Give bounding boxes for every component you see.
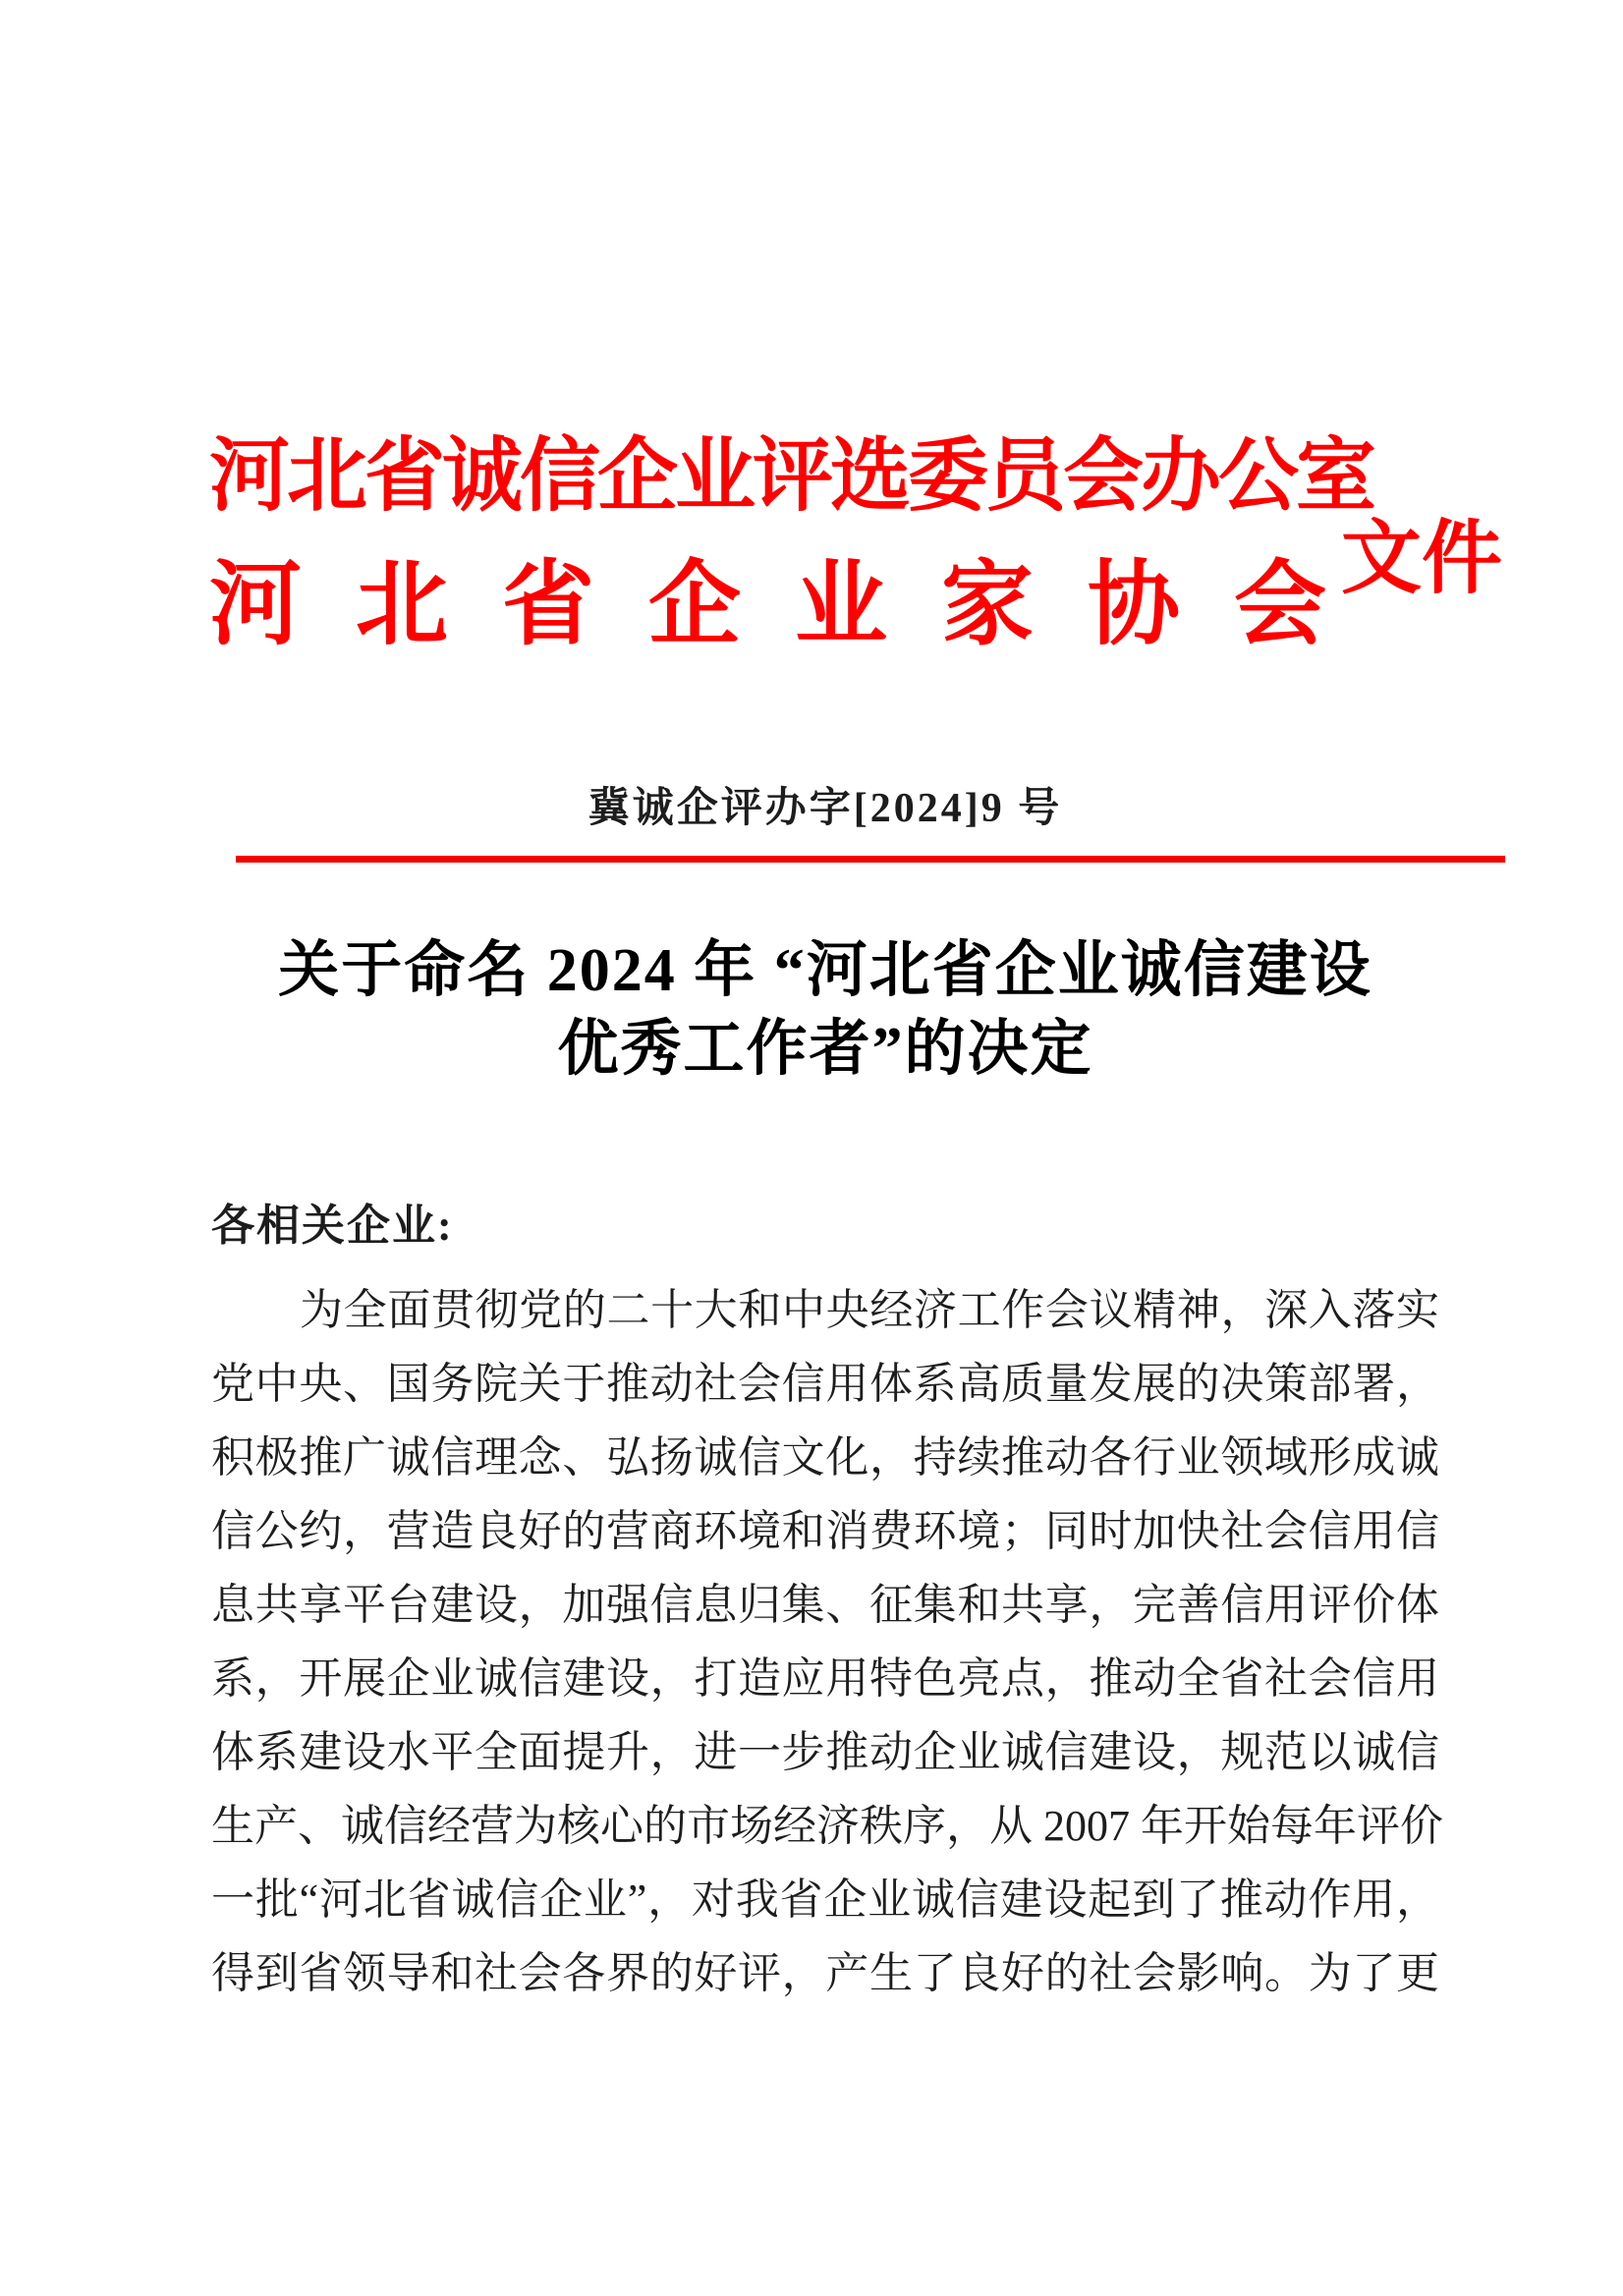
body-line: 得到省领导和社会各界的好评，产生了良好的社会影响。为了更	[211, 1949, 1439, 1997]
body-line: 生产、诚信经营为核心的市场经济秩序，从 2007 年开始每年评价	[211, 1802, 1443, 1850]
issuer-name-line-2: 河 北 省 企 业 家 协 会	[209, 554, 1326, 656]
body-line: 党中央、国务院关于推动社会信用体系高质量发展的决策部署，	[211, 1360, 1439, 1408]
issuer-name-line-1: 河北省诚信企业评选委员会办公室	[209, 431, 1374, 521]
document-title-line-2: 优秀工作者”的决定	[557, 1016, 1093, 1083]
body-line: 体系建设水平全面提升，进一步推动企业诚信建设，规范以诚信	[211, 1728, 1439, 1776]
document-title-line-1: 关于命名 2024 年 “河北省企业诚信建设	[278, 937, 1372, 1004]
body-line: 为全面贯彻党的二十大和中央经济工作会议精神，深入落实	[300, 1286, 1439, 1334]
salutation: 各相关企业:	[211, 1202, 454, 1250]
letterhead	[209, 428, 1506, 660]
red-divider-rule	[236, 856, 1505, 863]
body-line: 系，开展企业诚信建设，打造应用特色亮点，推动全省社会信用	[211, 1654, 1439, 1703]
body-paragraph	[211, 1273, 1443, 2010]
body-line: 信公约，营造良好的营商环境和消费环境；同时加快社会信用信	[211, 1507, 1439, 1555]
body-line: 一批“河北省诚信企业”，对我省企业诚信建设起到了推动作用，	[211, 1876, 1439, 1924]
body-line: 积极推广诚信理念、弘扬诚信文化，持续推动各行业领域形成诚	[211, 1433, 1439, 1482]
body-line: 息共享平台建设，加强信息归集、征集和共享，完善信用评价体	[211, 1581, 1439, 1629]
doc-type-label: 文件	[1341, 514, 1503, 603]
document-title	[211, 931, 1439, 1089]
issuer-name-row-2	[209, 514, 1506, 660]
reference-number: 冀诚企评办字[2024]9 号	[588, 786, 1063, 831]
